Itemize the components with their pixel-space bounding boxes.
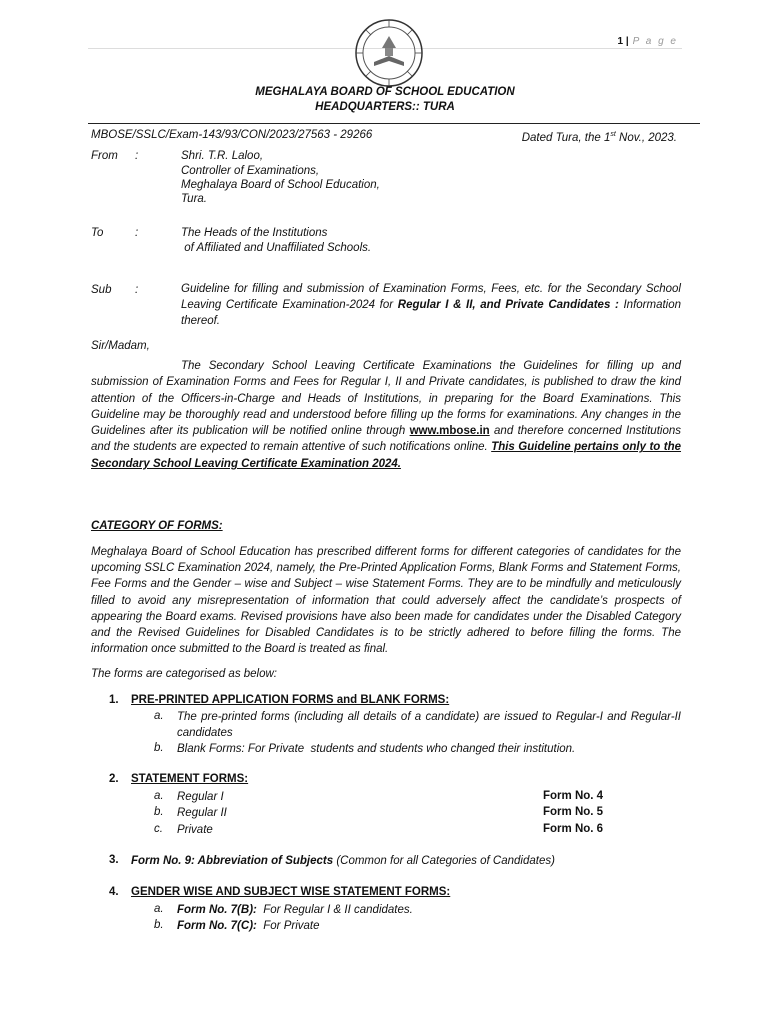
item-4-number: 4. xyxy=(109,886,119,898)
page-number: 1 | P a g e xyxy=(617,36,678,47)
item-4a-letter: a. xyxy=(154,903,164,915)
item-4a-text: Form No. 7(B): For Regular I & II candidates. xyxy=(177,904,413,916)
from-label: From xyxy=(91,150,118,162)
item-4b-letter: b. xyxy=(154,919,164,931)
to-line-1: The Heads of the Institutions xyxy=(181,227,328,239)
from-line-3: Meghalaya Board of School Education, xyxy=(181,179,380,191)
salutation: Sir/Madam, xyxy=(91,340,150,352)
category-heading: CATEGORY OF FORMS: xyxy=(91,520,223,532)
emphasis-note: This Guideline pertains only to the Secondary School Leaving Certificate Examination 2024. xyxy=(91,441,682,470)
from-line-1: Shri. T.R. Laloo, xyxy=(181,150,264,162)
board-seal-logo xyxy=(354,18,424,88)
item-1-heading: PRE-PRINTED APPLICATION FORMS and BLANK FORMS: xyxy=(131,694,450,706)
item-2b-form: Form No. 5 xyxy=(543,806,604,818)
item-2c-form: Form No. 6 xyxy=(543,823,604,835)
to-colon: : xyxy=(135,227,139,239)
item-1-number: 1. xyxy=(109,694,119,706)
subject-text: Guideline for filling and submission of Examination Forms, Fees, etc. for the Secondary School Leaving Certificate Examination-2024 for Regular I & II, and Private Candidates : Information thereof. xyxy=(181,283,682,327)
intro-paragraph: The Secondary School Leaving Certificate Examinations the Guidelines for filling up and submission of Examination Forms and Fees for Regular I, II and Private candidates, is published to draw the kind attention of the Officers-in-Charge and Heads of Institutions, in preparing for the Board Examinations. This Guideline may be thoroughly read and understood before filling up the forms for examinations. Any changes in the Guidelines after its publication will be notified online through www.mbose.in and therefore concerned Institutions and the students are expected to remain attentive of such notifications online. This Guideline pertains only to the Secondary School Leaving Certificate Examination 2024. xyxy=(91,360,682,470)
item-1a-letter: a. xyxy=(154,710,164,722)
sub-label: Sub xyxy=(91,284,112,296)
reference-number: MBOSE/SSLC/Exam-143/93/CON/2023/27563 - 29266 xyxy=(91,129,373,141)
item-2-heading: STATEMENT FORMS: xyxy=(131,773,249,785)
item-2-number: 2. xyxy=(109,773,119,785)
title-rule xyxy=(88,123,700,124)
item-1a-text: The pre-printed forms (including all details of a candidate) are issued to Regular-I and Regular-II candidates xyxy=(177,711,681,739)
to-line-2: of Affiliated and Unaffiliated Schools. xyxy=(181,242,372,254)
item-3-number: 3. xyxy=(109,854,119,866)
item-2b-letter: b. xyxy=(154,806,164,818)
date-line: Dated Tura, the 1st Nov., 2023. xyxy=(521,131,677,144)
sub-colon: : xyxy=(135,284,139,296)
item-2b-label: Regular II xyxy=(177,807,227,819)
item-2c-label: Private xyxy=(177,824,213,836)
headquarters-title: HEADQUARTERS:: TURA xyxy=(315,101,455,113)
item-4-heading: GENDER WISE AND SUBJECT WISE STATEMENT FORMS: xyxy=(131,886,451,898)
item-2a-label: Regular I xyxy=(177,791,224,803)
from-line-2: Controller of Examinations, xyxy=(181,165,320,177)
item-1b-text: Blank Forms: For Private students and students who changed their institution. xyxy=(177,743,576,755)
board-title: MEGHALAYA BOARD OF SCHOOL EDUCATION xyxy=(255,86,515,98)
item-1b-letter: b. xyxy=(154,742,164,754)
list-intro: The forms are categorised as below: xyxy=(91,668,278,680)
item-2a-letter: a. xyxy=(154,790,164,802)
item-2c-letter: c. xyxy=(154,823,163,835)
from-line-4: Tura. xyxy=(181,193,207,205)
mbose-link[interactable]: www.mbose.in xyxy=(409,425,490,438)
from-colon: : xyxy=(135,150,139,162)
item-4b-text: Form No. 7(C): For Private xyxy=(177,920,320,932)
item-2a-form: Form No. 4 xyxy=(543,790,604,802)
to-label: To xyxy=(91,227,104,239)
item-3-text: Form No. 9: Abbreviation of Subjects (Common for all Categories of Candidates) xyxy=(131,855,555,867)
category-paragraph: Meghalaya Board of School Education has prescribed different forms for different categories of candidates for the upcoming SSLC Examination 2024, namely, the Pre-Printed Application Forms, Blank Forms and Statement Forms, Fee Forms and the Gender – wise and Subject – wise Statement Forms. They are to be mindfully and meticulously filled to avoid any misrepresentation of information that could adversely affect the candidate’s prospects of appearing the Board exams. Revised provisions have also been made for candidates under the Disabled Category and the Revised Guidelines for Disabled Candidates is to be strictly adhered to before filling the forms. The information once submitted to the Board is treated as final. xyxy=(91,546,681,656)
